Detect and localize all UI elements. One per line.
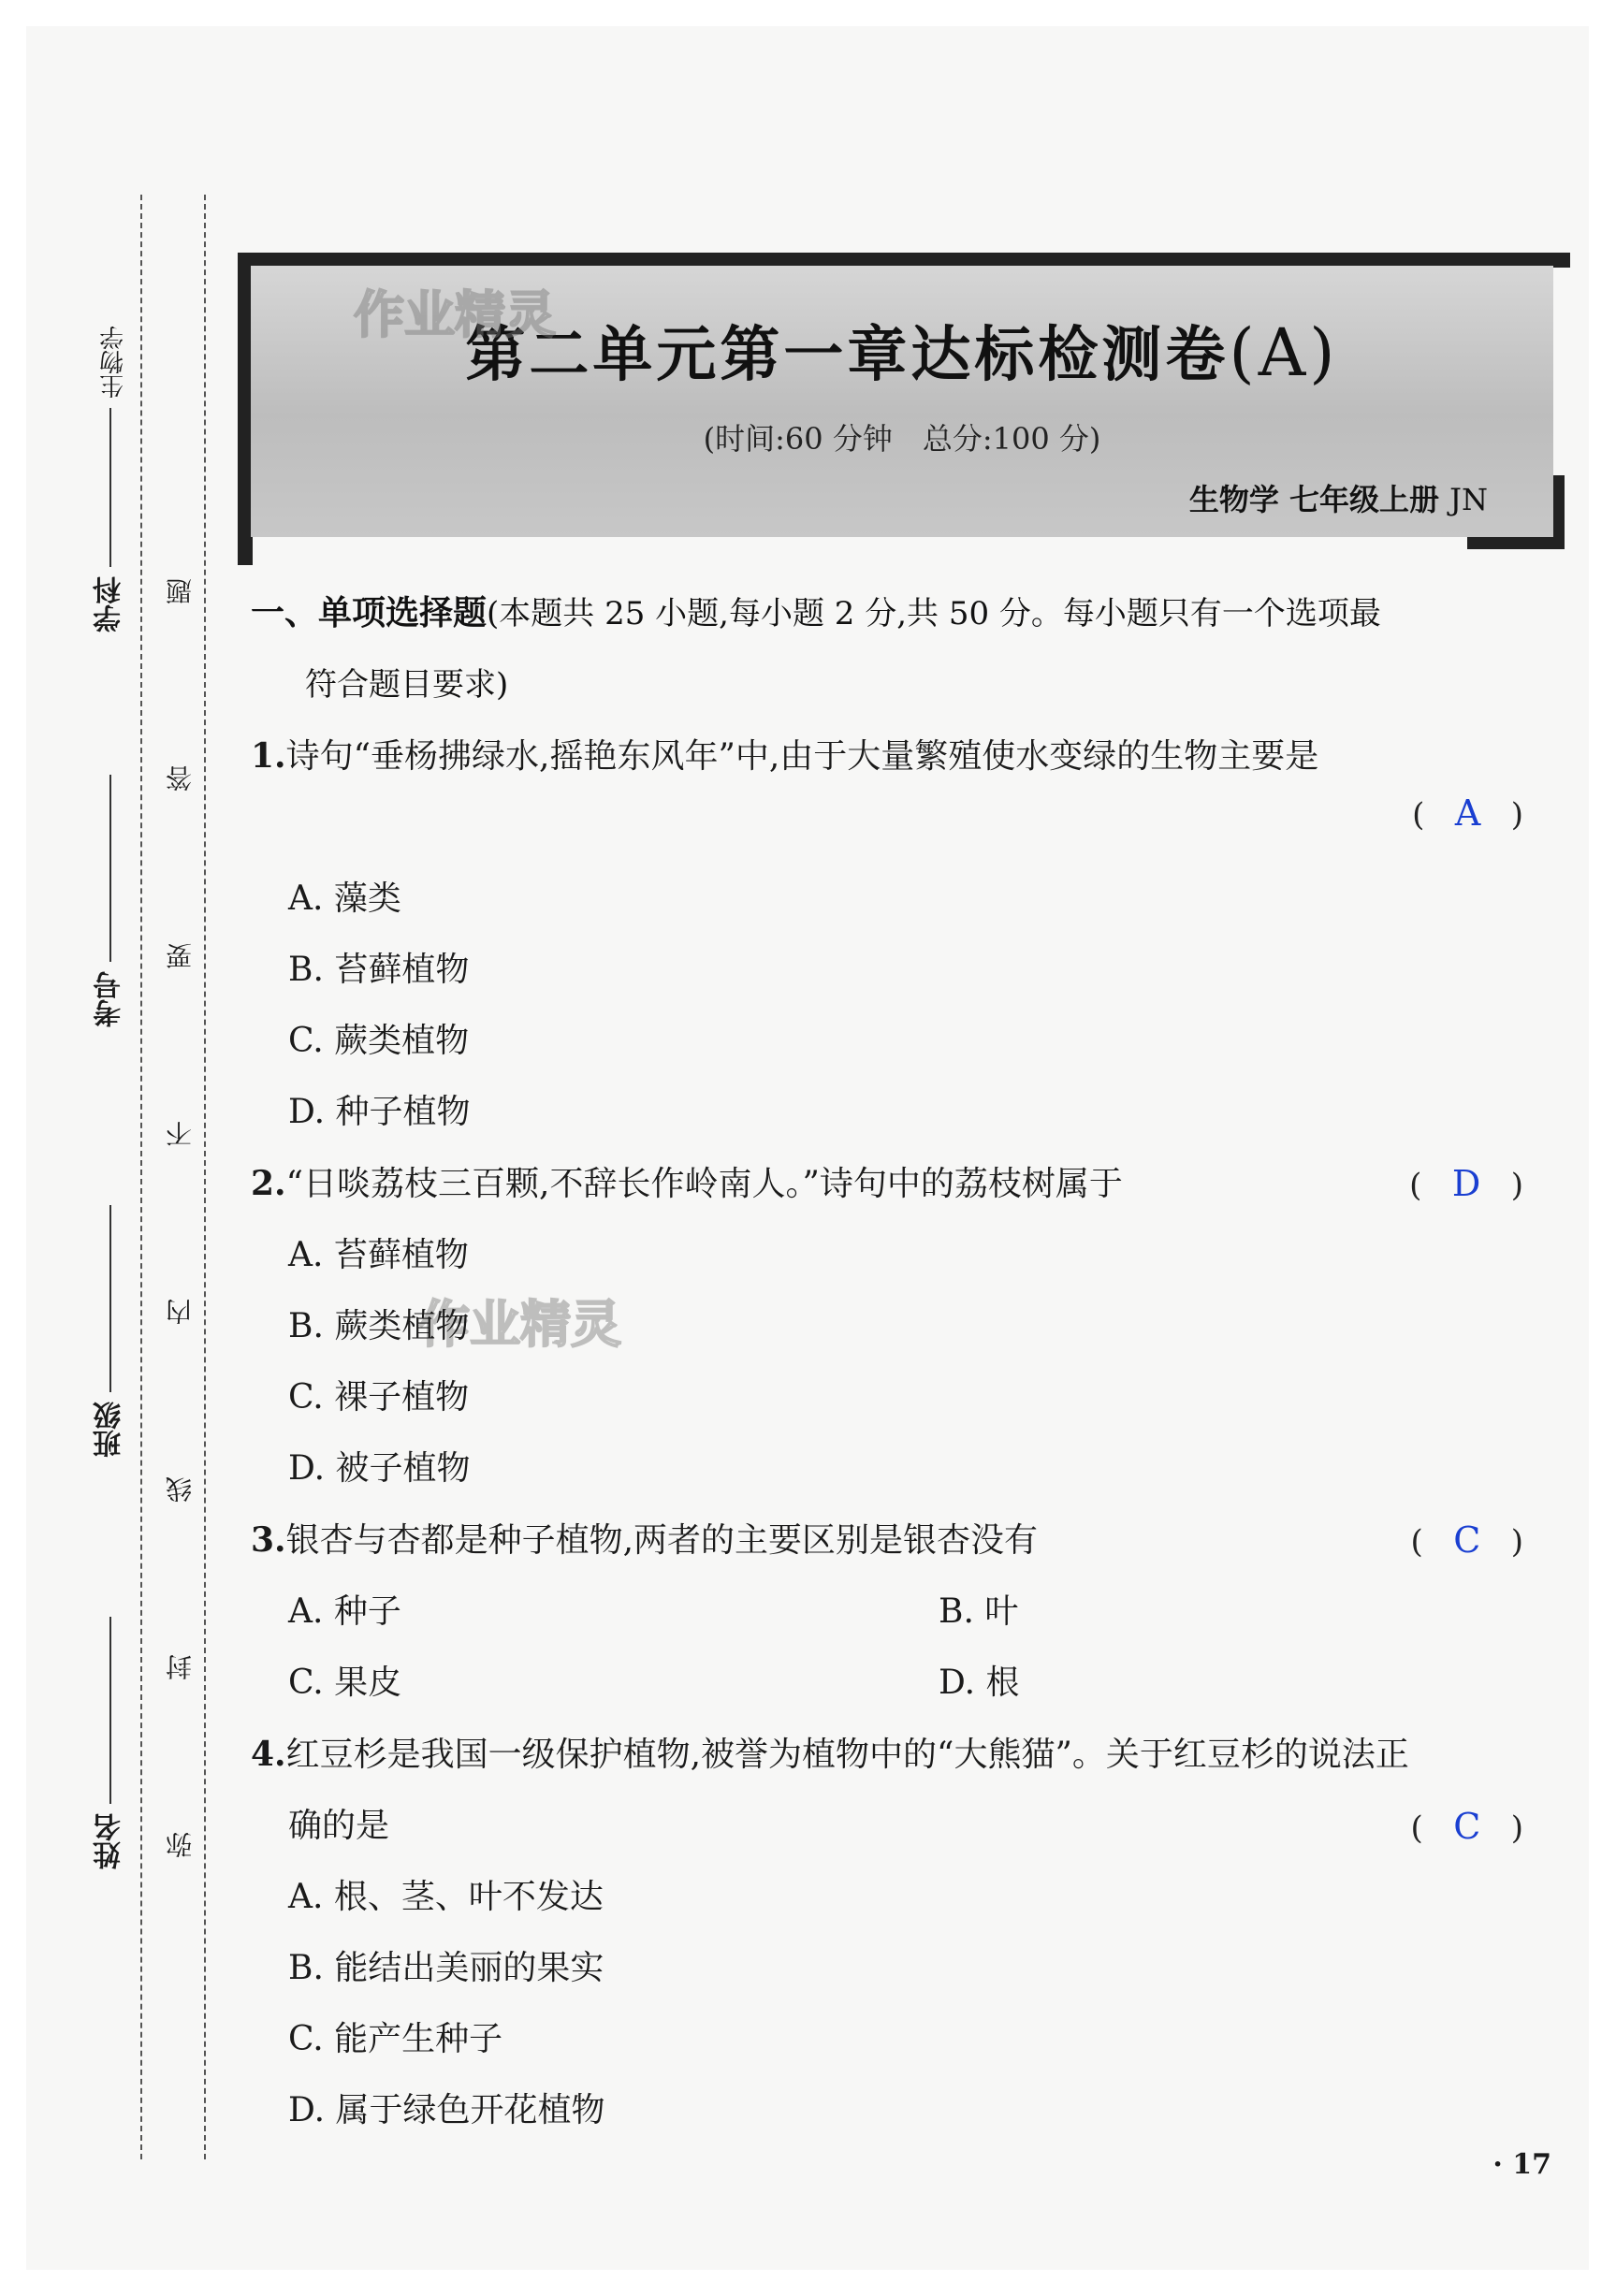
answer-slot — [1411, 1504, 1523, 1577]
option: C. 能产生种子 — [288, 2020, 503, 2058]
paren-close: ) — [1510, 796, 1523, 834]
option-row — [251, 1577, 1551, 1648]
watermark-logo: 作业精灵 — [419, 1295, 621, 1354]
answer-row — [251, 792, 1551, 864]
question-number: 4. — [251, 1735, 286, 1774]
option: B. 苔藓植物 — [288, 951, 470, 989]
paren-close: ) — [1510, 1523, 1523, 1561]
question-text: “日啖荔枝三百颗,不辞长作岭南人。”诗句中的荔枝树属于 — [285, 1165, 1123, 1203]
section-desc-cont: 符合题目要求) — [305, 666, 509, 704]
binding-dash-line — [204, 195, 206, 2159]
exam-no-blank — [109, 775, 111, 962]
answer-letter: C — [1453, 1519, 1481, 1561]
exam-no-label: 考号 — [94, 971, 126, 1027]
subject-label: 学科 — [94, 576, 126, 632]
option: A. 苔藓植物 — [288, 1236, 469, 1274]
option: B. 叶 — [939, 1592, 1019, 1631]
option: D. 种子植物 — [288, 1093, 471, 1131]
name-field — [92, 1617, 129, 1869]
option: B. 能结出美丽的果实 — [288, 1949, 604, 1987]
question-text: 银杏与杏都是种子植物,两者的主要区别是银杏没有 — [285, 1521, 1039, 1560]
answer-slot — [1412, 792, 1523, 834]
subject-blank — [109, 408, 111, 567]
option: D. 被子植物 — [288, 1449, 471, 1488]
subject-field — [92, 326, 129, 632]
question — [251, 1504, 1551, 1577]
question-list — [251, 578, 1551, 2146]
option: A. 藻类 — [288, 879, 401, 918]
paren-open: ( — [1409, 1167, 1422, 1204]
book-title: 生物学 七年级上册 — [1188, 482, 1440, 517]
class-field — [92, 1205, 129, 1458]
question-number: 3. — [251, 1520, 286, 1560]
answer-letter: D — [1451, 1163, 1481, 1204]
seal-char: 内 — [165, 1299, 196, 1325]
book-info — [1189, 476, 1488, 519]
option: D. 属于绿色开花植物 — [288, 2091, 605, 2129]
option: C. 裸子植物 — [288, 1378, 470, 1417]
paren-close: ) — [1510, 1167, 1523, 1204]
paren-open: ( — [1412, 796, 1425, 834]
name-blank — [109, 1617, 111, 1804]
option: A. 种子 — [288, 1592, 401, 1631]
section-lead: 一、单项选择题 — [251, 594, 488, 632]
question-number: 2. — [251, 1164, 286, 1203]
subject-value: 生物学 — [99, 326, 128, 399]
question — [251, 1148, 1551, 1220]
section-desc: (本题共 25 小题,每小题 2 分,共 50 分。每小题只有一个选项最 — [487, 595, 1381, 632]
seal-char: 不 — [165, 1121, 196, 1147]
option: A. 根、茎、叶不发达 — [288, 1878, 604, 1916]
option: B. 蕨类植物 — [288, 1307, 470, 1345]
book-edition: JN — [1449, 482, 1488, 517]
option: D. 根 — [939, 1664, 1020, 1702]
seal-char: 题 — [165, 578, 196, 604]
watermark-logo: 作业精灵 — [354, 285, 556, 344]
question-cont — [251, 1791, 1551, 1862]
question-text-cont: 确的是 — [288, 1807, 390, 1845]
question-number: 1. — [251, 736, 286, 776]
answer-slot — [1409, 1148, 1523, 1221]
name-label: 姓名 — [94, 1813, 126, 1869]
seal-char: 线 — [165, 1476, 196, 1503]
paren-open: ( — [1410, 1809, 1423, 1847]
section-header — [251, 578, 1551, 720]
exam-no-field — [92, 775, 129, 1027]
exam-page — [26, 26, 1589, 2270]
class-label: 班级 — [94, 1402, 126, 1458]
question-text: 红豆杉是我国一级保护植物,被誉为植物中的“大熊猫”。关于红豆杉的说法正 — [285, 1736, 1409, 1774]
paren-close: ) — [1510, 1809, 1523, 1847]
seal-char: 答 — [165, 765, 196, 792]
question — [251, 1719, 1551, 1791]
title-text: 第二单元第一章达标检测卷 — [465, 321, 1230, 390]
page-number: · 17 — [1492, 2148, 1551, 2181]
seal-char: 要 — [165, 943, 196, 969]
paren-open: ( — [1410, 1523, 1423, 1561]
seal-char: 封 — [165, 1654, 196, 1680]
banner-frame — [1467, 536, 1565, 549]
option-row — [251, 1648, 1551, 1719]
answer-slot — [1411, 1791, 1523, 1864]
question-text: 诗句“垂杨拂绿水,摇艳东风年”中,由于大量繁殖使水变绿的生物主要是 — [285, 737, 1319, 776]
seal-char: 弥 — [165, 1832, 196, 1858]
title-suffix: (A) — [1229, 314, 1339, 391]
exam-duration: (时间:60 分钟 总分:100 分) — [703, 421, 1101, 457]
answer-letter: A — [1454, 792, 1481, 834]
class-blank — [109, 1205, 111, 1392]
option: C. 果皮 — [288, 1664, 402, 1702]
question — [251, 720, 1551, 792]
binding-dash-line — [140, 195, 142, 2159]
option: C. 蕨类植物 — [288, 1022, 470, 1060]
answer-letter: C — [1453, 1806, 1481, 1847]
title-banner — [251, 266, 1553, 537]
